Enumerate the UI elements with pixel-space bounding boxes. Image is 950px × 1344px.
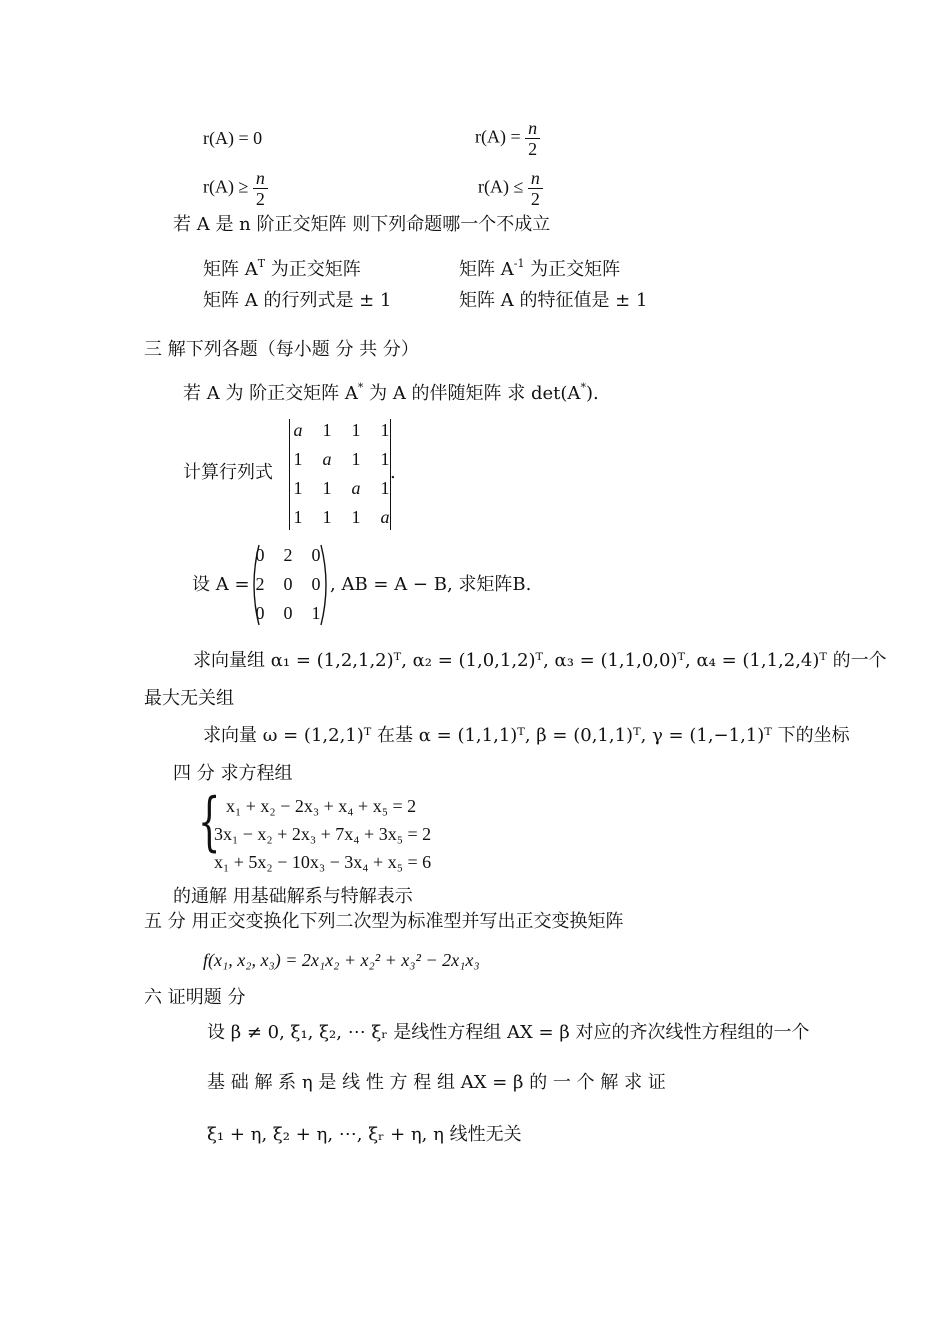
determinant-cell: 1 (322, 478, 332, 498)
rank-option-a (203, 127, 262, 149)
determinant-cell: a (293, 420, 303, 440)
question-orthogonal-stem: 若 A 是 n 阶正交矩阵 则下列命题哪一个不成立 (173, 214, 551, 235)
option-d-eigenvalue: 矩阵 A 的特征值是 ± 1 (459, 290, 648, 311)
determinant-cell: 1 (351, 420, 361, 440)
frac-den: 2 (528, 139, 538, 159)
option-b-text: 矩阵 A (459, 259, 514, 280)
matrix-cell: 0 (255, 545, 265, 565)
quadratic-form: f(x₁, x₂, x₃) = 2x₁x₂ + x₂² + x₃² − 2x₁x₃ (203, 950, 480, 970)
matrix-cell: 1 (311, 603, 321, 623)
section4-heading: 四 分 求方程组 (173, 763, 293, 784)
equation-1: x₁ + x₂ − 2x₃ + x₄ + x₅ = 2 (226, 796, 417, 816)
rank-option-c (203, 168, 268, 209)
determinant-cell: a (380, 507, 390, 527)
q1-sup: * (357, 381, 364, 394)
equation-3: x₁ + 5x₂ − 10x₃ − 3x₄ + x₅ = 6 (214, 852, 432, 872)
determinant-cell: 1 (380, 420, 390, 440)
determinant-cell: 1 (380, 478, 390, 498)
section3-q3-tail: , AB = A − B, 求矩阵B. (330, 574, 532, 595)
section6-heading: 六 证明题 分 (144, 987, 246, 1008)
section4-tail: 的通解 用基础解系与特解表示 (173, 886, 413, 907)
left-brace: { (198, 785, 221, 859)
q1-end: ). (585, 383, 599, 404)
rank-option-b-text: r(A) = (475, 126, 526, 147)
section6-line2: 基 础 解 系 η 是 线 性 方 程 组 AX = β 的 一 个 解 求 证 (207, 1072, 666, 1093)
option-b-tail: 为正交矩阵 (524, 259, 621, 280)
option-b-sup: -1 (513, 257, 525, 270)
rank-option-a-text: r(A) = 0 (203, 128, 263, 148)
section3-q1 (183, 377, 599, 405)
matrix-cell: 2 (283, 545, 293, 565)
option-a-text: 矩阵 A (203, 259, 258, 280)
determinant-cell: 1 (380, 449, 390, 469)
rank-option-d (478, 168, 543, 209)
fraction-n-over-2 (253, 168, 268, 209)
q2-end-dot: . (390, 462, 396, 483)
rank-option-c-text: r(A) ≥ (203, 176, 253, 197)
determinant-cell: a (322, 449, 332, 469)
option-a-sup: T (257, 257, 266, 270)
q1-text: 若 A 为 阶正交矩阵 A (183, 383, 358, 404)
frac-den: 2 (530, 189, 540, 209)
rank-option-b (475, 118, 540, 159)
q1-mid: 为 A 的伴随矩阵 求 det(A (363, 383, 581, 404)
matrix-cell: 2 (255, 574, 265, 594)
determinant-cell: 1 (322, 420, 332, 440)
section3-q4-line1: 求向量组 α₁ = (1,2,1,2)ᵀ, α₂ = (1,0,1,2)ᵀ, α₃ = (1,1,0,0)ᵀ, α₄ = (1,1,2,4)ᵀ 的一个 (193, 650, 887, 671)
option-a-tail: 为正交矩阵 (265, 259, 361, 280)
section5-heading: 五 分 用正交变换化下列二次型为标准型并写出正交变换矩阵 (144, 911, 624, 932)
frac-num: n (528, 168, 543, 189)
section6-line1: 设 β ≠ 0, ξ₁, ξ₂, ⋯ ξᵣ 是线性方程组 AX = β 对应的齐次线性方程组的一个 (207, 1022, 810, 1043)
fraction-n-over-2 (528, 168, 543, 209)
determinant-cell: 1 (351, 449, 361, 469)
section3-q4-line2: 最大无关组 (144, 688, 234, 709)
option-c-determinant: 矩阵 A 的行列式是 ± 1 (203, 290, 392, 311)
section3-q2-label: 计算行列式 (183, 462, 273, 483)
q1-sup2: * (580, 381, 586, 394)
fraction-n-over-2 (525, 118, 540, 159)
matrix-cell: 0 (311, 545, 321, 565)
option-b-inverse (459, 253, 620, 281)
determinant-cell: a (351, 478, 361, 498)
matrix-cell: 0 (255, 603, 265, 623)
determinant-cell: 1 (293, 507, 303, 527)
option-a-transpose (203, 253, 361, 281)
determinant-cell: 1 (322, 507, 332, 527)
section3-q3-label: 设 A = (192, 574, 250, 595)
determinant-cell: 1 (351, 507, 361, 527)
matrix-cell: 0 (283, 603, 293, 623)
matrix-cell: 0 (311, 574, 321, 594)
section3-heading: 三 解下列各题（每小题 分 共 分） (144, 339, 419, 360)
matrix-cell: 0 (283, 574, 293, 594)
frac-num: n (525, 118, 540, 139)
equation-2: 3x₁ − x₂ + 2x₃ + 7x₄ + 3x₅ = 2 (214, 824, 432, 844)
determinant-cell: 1 (293, 449, 303, 469)
rank-option-d-text: r(A) ≤ (478, 176, 528, 197)
determinant-cell: 1 (293, 478, 303, 498)
section3-q5: 求向量 ω = (1,2,1)ᵀ 在基 α = (1,1,1)ᵀ, β = (0,1,1)ᵀ, γ = (1,−1,1)ᵀ 下的坐标 (203, 725, 850, 746)
section6-line3: ξ₁ + η, ξ₂ + η, ⋯, ξᵣ + η, η 线性无关 (207, 1124, 522, 1145)
frac-den: 2 (255, 189, 265, 209)
frac-num: n (253, 168, 268, 189)
